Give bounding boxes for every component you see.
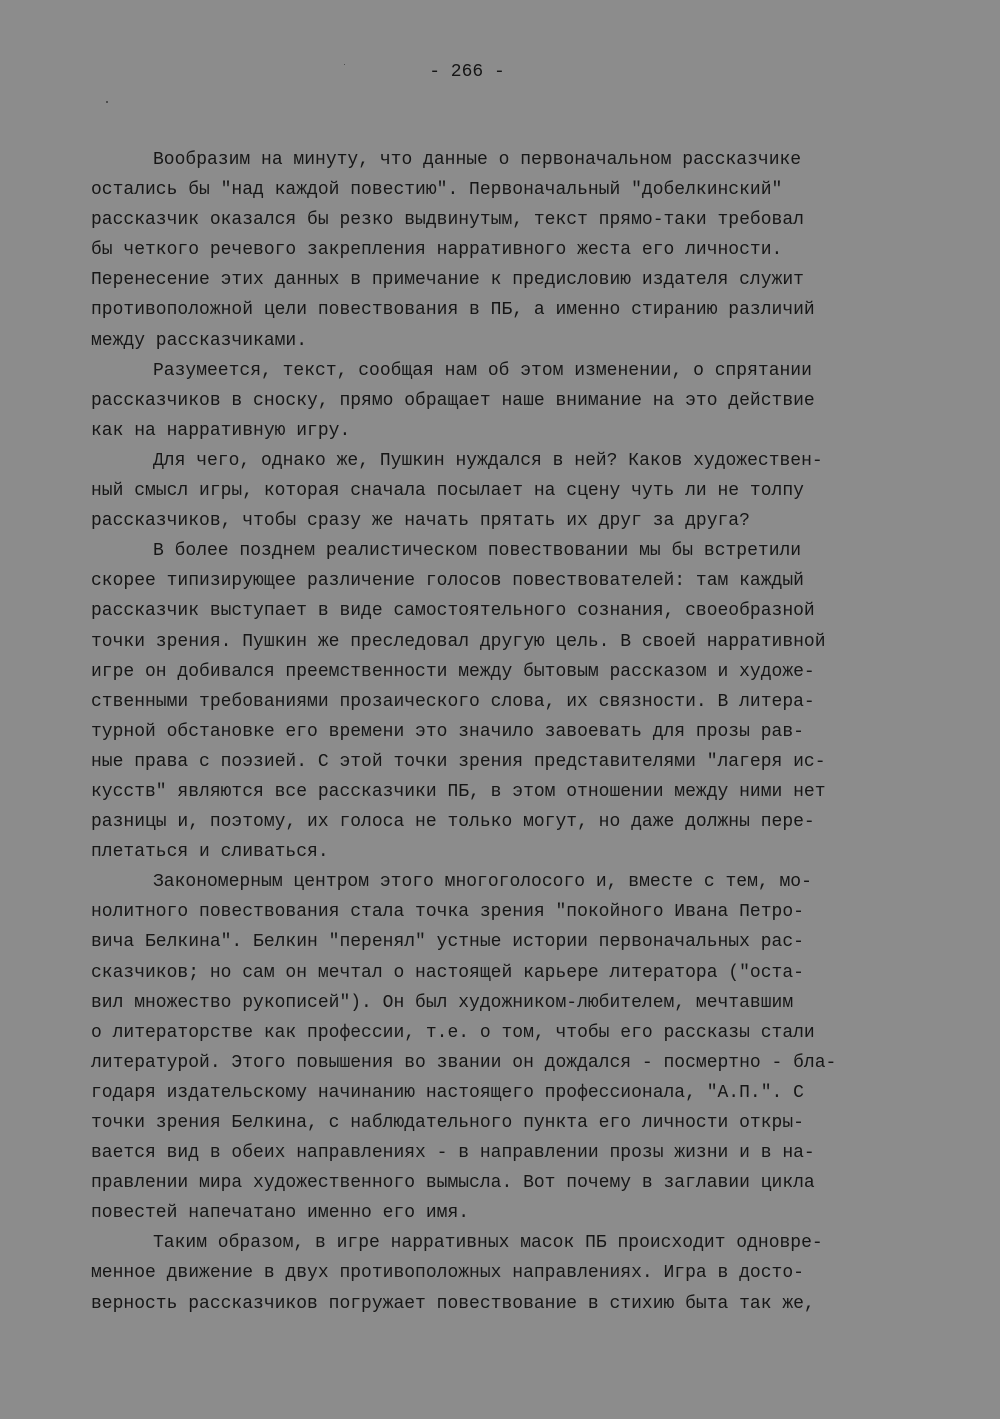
text-line: повестей напечатано именно его имя. [91, 1203, 470, 1224]
paragraph [91, 145, 911, 356]
text-line: вича Белкина". Белкин "перенял" устные истории первоначальных рас- [91, 932, 804, 953]
text-line: Разумеется, текст, сообщая нам об этом изменении, о спрятании [153, 360, 812, 381]
text-line: Вообразим на минуту, что данные о первоначальном рассказчике [153, 150, 802, 170]
text-line: ный смысл игры, которая сначала посылает на сцену чуть ли не толпу [91, 481, 804, 502]
text-line: Таким образом, в игре нарративных масок ПБ происходит одновре- [153, 1233, 823, 1254]
text-line: кусств" являются все рассказчики ПБ, в этом отношении между ними нет [91, 781, 826, 802]
text-line: рассказчиков в сноску, прямо обращает наше внимание на это действие [91, 390, 815, 411]
scan-speck [106, 101, 108, 103]
text-line: правлении мира художественного вымысла. Вот почему в заглавии цикла [91, 1173, 815, 1194]
text-line: рассказчиков, чтобы сразу же начать прятать их друг за друга? [91, 511, 750, 532]
paragraph [91, 536, 911, 867]
text-line: менное движение в двух противоположных направлениях. Игра в досто- [91, 1263, 804, 1284]
text-line: как на нарративную игру. [91, 420, 351, 441]
text-line: верность рассказчиков погружает повествование в стихию быта так же, [91, 1293, 815, 1314]
text-line: между рассказчиками. [91, 330, 308, 351]
text-line: годаря издательскому начинанию настоящего профессионала, "А.П.". С [91, 1082, 804, 1103]
text-line: остались бы "над каждой повестию". Первоначальный "добелкинский" [91, 180, 783, 201]
text-line: вается вид в обеих направлениях - в направлении прозы жизни и в на- [91, 1143, 815, 1164]
text-line: ственными требованиями прозаического слова, их связности. В литера- [91, 691, 815, 712]
text-line: рассказчик выступает в виде самостоятельного сознания, своеобразной [91, 601, 815, 622]
text-line: В более позднем реалистическом повествовании мы бы встретили [153, 541, 802, 562]
page-number: - 266 - [429, 62, 505, 82]
text-line: точки зрения. Пушкин же преследовал другую цель. В своей нарративной [91, 631, 826, 652]
text-line: ные права с поэзией. С этой точки зрения представителями "лагеря ис- [91, 751, 826, 772]
scan-speck [344, 64, 345, 65]
paragraph [91, 446, 911, 536]
text-line: турной обстановке его времени это значило завоевать для прозы рав- [91, 721, 804, 742]
text-line: сказчиков; но сам он мечтал о настоящей карьере литератора ("оста- [91, 962, 804, 983]
text-line: Перенесение этих данных в примечание к предисловию издателя служит [91, 270, 804, 291]
paragraph [91, 1228, 911, 1318]
text-line: о литераторстве как профессии, т.е. о том, чтобы его рассказы стали [91, 1022, 815, 1043]
text-line: Для чего, однако же, Пушкин нуждался в ней? Каков художествен- [153, 450, 823, 471]
text-line: литературой. Этого повышения во звании он дождался - посмертно - бла- [91, 1052, 837, 1073]
body-text [91, 145, 911, 1319]
paragraph [91, 867, 911, 1228]
paragraph [91, 356, 911, 446]
text-line: разницы и, поэтому, их голоса не только могут, но даже должны пере- [91, 812, 815, 833]
text-line: бы четкого речевого закрепления нарративного жеста его личности. [91, 240, 783, 261]
text-line: рассказчик оказался бы резко выдвинутым, текст прямо-таки требовал [91, 210, 804, 231]
text-line: Закономерным центром этого многоголосого и, вместе с тем, мо- [153, 872, 812, 893]
text-line: нолитного повествования стала точка зрения "покойного Ивана Петро- [91, 902, 804, 923]
text-line: плетаться и сливаться. [91, 842, 329, 863]
text-line: скорее типизирующее различение голосов повествователей: там каждый [91, 571, 804, 592]
text-line: вил множество рукописей"). Он был художником-любителем, мечтавшим [91, 992, 794, 1013]
text-line: игре он добивался преемственности между бытовым рассказом и художе- [91, 661, 815, 682]
text-line: точки зрения Белкина, с наблюдательного пункта его личности откры- [91, 1113, 804, 1133]
text-line: противоположной цели повествования в ПБ, а именно стиранию различий [91, 300, 815, 321]
